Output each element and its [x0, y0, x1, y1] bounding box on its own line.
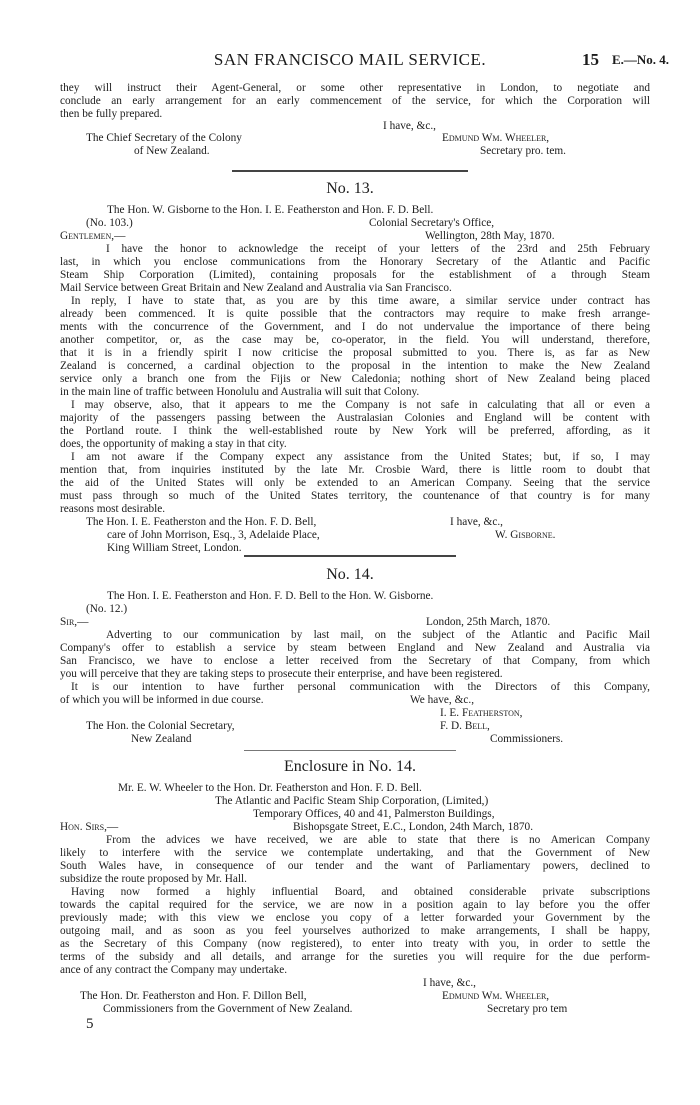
body-line: of which you will be informed in due course.: [60, 694, 264, 706]
letter-office: Temporary Offices, 40 and 41, Palmerston Buildings,: [253, 808, 495, 820]
body-line: as the Secretary of this Company (now registered), to enter into treaty with you, in order to settle the: [60, 938, 650, 950]
salutation: Gentlemen,—: [60, 230, 126, 242]
sign-off: I have, &c.,: [383, 120, 437, 132]
body-line: majority of the passengers passing between the Australasian Colonies and England will be content with: [60, 412, 650, 424]
body-line: Company's offer to establish a service by steam between England and New Zealand and Australia via: [60, 642, 650, 654]
body-line: ments with the concurrence of the Government, and I do not undervalue the importance of there being: [60, 321, 650, 333]
body-line: Steam Ship Corporation (Limited), containing proposals for the establishment of a through Steam: [60, 269, 650, 281]
body-line: last, in which you enclose communications from the Honorary Secretary of the Atlantic and Pacific: [60, 256, 650, 268]
body-line: I am not aware if the Company expect any assistance from the United States; but, if so, I may: [71, 451, 650, 463]
body-line: South Wales have, in consequence of our tender and the want of Parliamentary powers, declined to: [60, 860, 650, 872]
section-divider: [232, 170, 468, 172]
page-number: 15: [582, 50, 599, 69]
salutation: Sir,—: [60, 616, 89, 628]
running-title: SAN FRANCISCO MAIL SERVICE.: [213, 50, 487, 69]
body-line: reasons most desirable.: [60, 503, 166, 515]
body-line: towards the capital required for the service, we are now in a position again to lay before you the offer: [60, 899, 650, 911]
letter-organisation: The Atlantic and Pacific Steam Ship Corporation, (Limited,): [215, 795, 489, 807]
letter-reference: (No. 103.): [86, 217, 133, 229]
body-line: then be fully prepared.: [60, 108, 163, 120]
addressee-line: The Hon. the Colonial Secretary,: [86, 720, 235, 732]
section-heading: No. 13.: [326, 180, 374, 197]
letter-from-to: The Hon. W. Gisborne to the Hon. I. E. Featherston and Hon. F. D. Bell.: [107, 204, 434, 216]
body-line: mention that, from inquiries instituted by the late Mr. Crosbie Ward, there is little room to doubt that: [60, 464, 650, 476]
addressee-line: King William Street, London.: [107, 542, 242, 554]
letter-date: Bishopsgate Street, E.C., London, 24th March, 1870.: [293, 821, 534, 833]
signatory-title: Secretary pro tem: [487, 1003, 568, 1015]
body-line: the Portland route. I think the well-established route by New York will be preferred, affording, as it: [60, 425, 650, 437]
addressee-line: Commissioners from the Government of New Zealand.: [103, 1003, 353, 1015]
body-line: in the main line of traffic between Honolulu and Australia will suit that Colony.: [60, 386, 420, 398]
addressee-line: of New Zealand.: [134, 145, 210, 157]
body-line: that it is in a friendly spirit I now criticise the proposal submitted to you. There is, as far as New: [60, 347, 650, 359]
body-line: conclude an early arrangement for an early commencement of the service, for which the Corporation will: [60, 95, 650, 107]
body-line: outgoing mail, and as soon as you feel yourselves authorized to make arrangements, I shall be happy,: [60, 925, 650, 937]
body-line: likely to interfere with the service we contemplate undertaking, and that the Government of New: [60, 847, 650, 859]
salutation: Hon. Sirs,—: [60, 821, 119, 833]
letter-from-to: Mr. E. W. Wheeler to the Hon. Dr. Featherston and Hon. F. D. Bell.: [118, 782, 422, 794]
letter-from-to: The Hon. I. E. Featherston and Hon. F. D. Bell to the Hon. W. Gisborne.: [107, 590, 434, 602]
letter-date: Wellington, 28th May, 1870.: [425, 230, 555, 242]
addressee-line: care of John Morrison, Esq., 3, Adelaide Place,: [107, 529, 320, 541]
addressee-line: New Zealand: [131, 733, 192, 745]
body-line: previously made; with this view we enclose you copy of a letter forwarded your Government by the: [60, 912, 650, 924]
sign-off: I have, &c.,: [423, 977, 477, 989]
body-line: San Francisco, we have to enclose a letter received from the Secretary of that Company, from which: [60, 655, 650, 667]
body-line: I have the honor to acknowledge the receipt of your letters of the 23rd and 25th February: [106, 243, 650, 255]
body-line: they will instruct their Agent-General, or some other representative in London, to negotiate and: [60, 82, 650, 94]
letter-office: Colonial Secretary's Office,: [369, 217, 495, 229]
section-heading: No. 14.: [326, 566, 374, 583]
addressee-line: The Hon. Dr. Featherston and Hon. F. Dillon Bell,: [80, 990, 307, 1002]
sign-off: We have, &c.,: [410, 694, 475, 706]
signatory: Edmund Wm. Wheeler,: [442, 132, 550, 144]
body-line: I may observe, also, that it appears to me the Company is not safe in calculating that all or even a: [71, 399, 650, 411]
body-line: terms of the subsidy and all details, and arrange for the sureties you will require for the due perform-: [60, 951, 650, 963]
section-divider: [244, 750, 456, 751]
body-line: It is our intention to have further personal communication with the Directors of this Company,: [71, 681, 650, 693]
body-line: Mail Service between Great Britain and New Zealand and Australia via San Francisco.: [60, 282, 452, 294]
body-line: Having now formed a highly influential Board, and obtained considerable private subscriptions: [71, 886, 650, 898]
page-header: [0, 50, 700, 70]
signatory-title: Commissioners.: [490, 733, 564, 745]
body-line: In reply, I have to state that, as you are by this time aware, a similar service under contract has: [71, 295, 650, 307]
body-line: another competitor, or, as the case may be, co-operator, in the field. You will understand, therefore,: [60, 334, 650, 346]
body-line: must pass through so much of the United States territory, the countenance of that country is for many: [60, 490, 650, 502]
signatory: Edmund Wm. Wheeler,: [442, 990, 550, 1002]
body-line: you will perceive that they are taking steps to prosecute their enterprise, and have been registered.: [60, 668, 503, 680]
section-divider: [244, 555, 456, 557]
body-line: subsidize the route proposed by Mr. Hall.: [60, 873, 247, 885]
addressee-line: The Chief Secretary of the Colony: [86, 132, 242, 144]
sign-off: I have, &c.,: [450, 516, 504, 528]
body-line: Zealand is concerned, a cardinal objection to the proposal in the intention to make the New Zealand: [60, 360, 650, 372]
body-line: ance of any contract the Company may undertake.: [60, 964, 288, 976]
letter-reference: (No. 12.): [86, 603, 128, 615]
body-line: Adverting to our communication by last mail, on the subject of the Atlantic and Pacific Mail: [106, 629, 650, 641]
signatory: F. D. Bell,: [440, 720, 490, 732]
signatory: W. Gisborne.: [495, 529, 556, 541]
section-heading: Enclosure in No. 14.: [284, 758, 416, 775]
body-line: already been commenced. It is quite possible that the contractors may require to make fresh arrange-: [60, 308, 650, 320]
letter-date: London, 25th March, 1870.: [426, 616, 551, 628]
body-line: service only a branch one from the Fijis or New Caledonia; nothing short of New Zealand being placed: [60, 373, 650, 385]
body-line: From the advices we have received, we are able to state that there is no American Company: [106, 834, 650, 846]
printer-signature-mark: 5: [86, 1016, 94, 1032]
body-line: does, the opportunity of making a stay in that city.: [60, 438, 287, 450]
signatory: I. E. Featherston,: [440, 707, 523, 719]
addressee-line: The Hon. I. E. Featherston and the Hon. F. D. Bell,: [86, 516, 317, 528]
signatory-title: Secretary pro. tem.: [480, 145, 566, 157]
paper-reference: E.—No. 4.: [612, 52, 670, 67]
body-line: the aid of the United States will only be extended to an American Company. Seeing that the service: [60, 477, 650, 489]
